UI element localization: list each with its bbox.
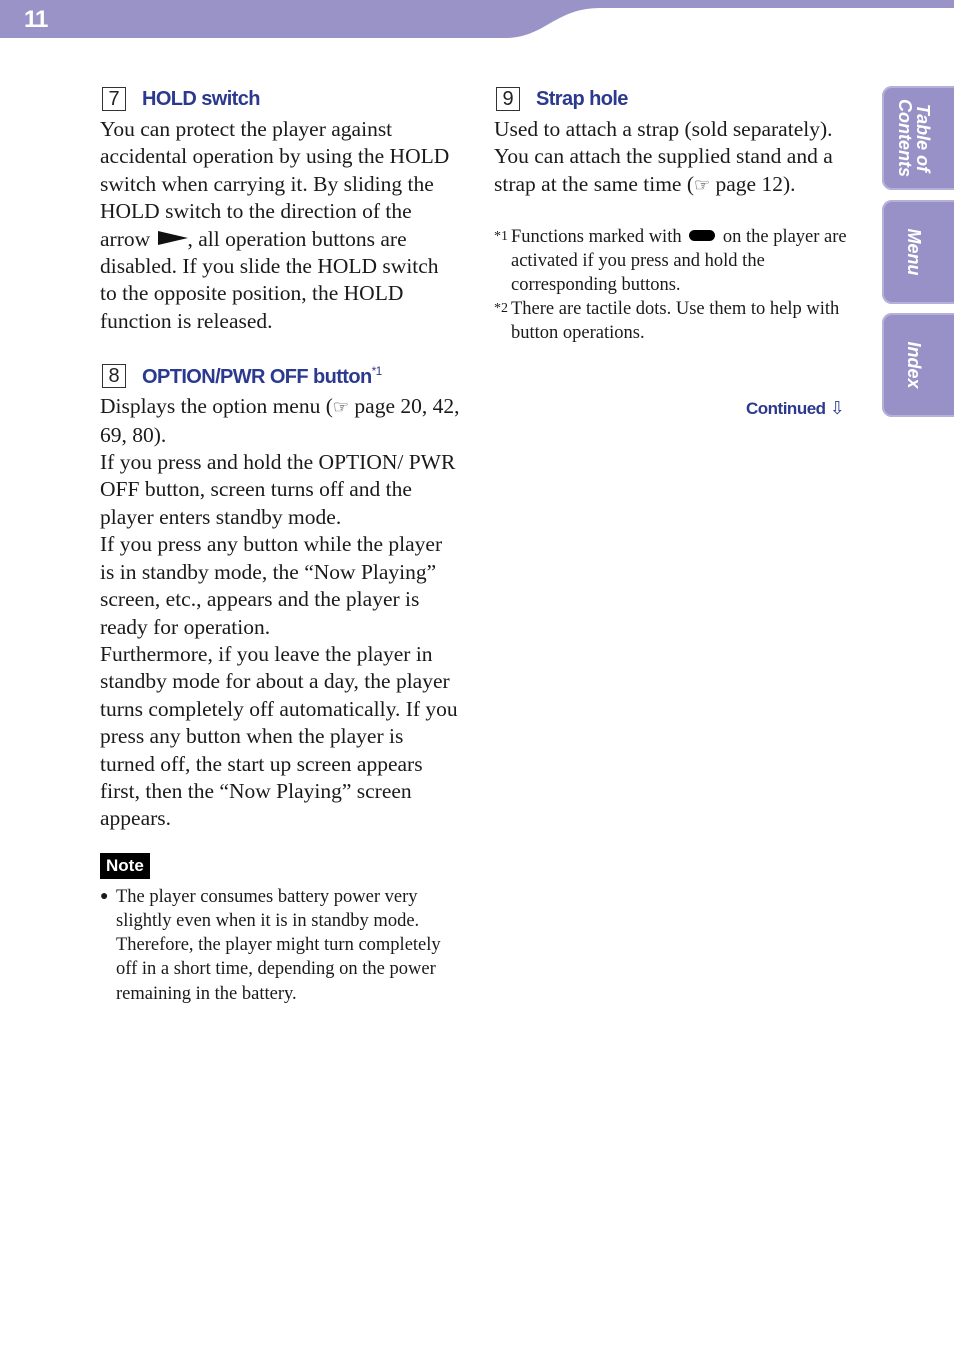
body-text: page 12). [710,171,796,196]
page-number: 11 [24,6,48,33]
bullet-icon: ● [100,888,109,904]
right-column [494,84,854,345]
tab-label-line: Contents [895,99,915,177]
header-band-shape [0,0,954,40]
section-title: Strap hole [536,87,628,110]
note-text: The player consumes battery power very slightly even when it is in standby mode. Therefore, the player might turn completely off in a short time, depending on the power remaining in the battery. [116,886,441,1004]
section-number: 9 [496,87,520,111]
left-column [100,84,460,1006]
body-text: You can protect the player against accidental operation by using the HOLD switch when carrying it. By sliding the HOLD switch to the direction of the arrow [100,117,450,251]
section-title [142,364,382,389]
arrow-right-icon [158,231,188,245]
tab-index[interactable] [882,313,954,417]
button-pill-icon [689,230,715,241]
section-hold-switch [100,84,460,335]
footnote-mark: *1 [494,229,508,245]
section-body [100,393,460,449]
note-block [100,833,460,1006]
header-band [0,0,954,40]
footnote [494,225,854,297]
section-title: HOLD switch [142,87,260,110]
tab-label-line: Table of [913,103,933,173]
section-header [100,84,460,114]
body-text: page 20, 42, 69, 80). [100,394,460,447]
section-number: 7 [102,87,126,111]
footnote-text: on the player are activated if you press and hold the corresponding buttons. [511,227,847,296]
section-body [100,116,460,335]
footnote-ref: *1 [371,363,382,378]
down-arrow-icon: ⇩ [829,398,845,418]
continued-label: Continued [746,399,826,418]
footnote-mark: *2 [494,301,508,317]
section-body [494,116,854,199]
section-header [100,361,460,391]
tab-label [896,99,932,177]
page-reference-icon: ☞ [694,174,711,195]
continued-link[interactable] [746,398,844,419]
section-paragraph: If you press and hold the OPTION/ PWR OFF button, screen turns off and the player enters standby mode. [100,450,456,529]
tab-table-of-contents[interactable] [882,86,954,190]
section-number: 8 [102,364,126,388]
body-text: Displays the option menu ( [100,394,333,419]
section-strap-hole [494,84,854,199]
list-item [100,885,460,1006]
section-title-text: OPTION/PWR OFF button [142,365,372,388]
footnote-text: There are tactile dots. Use them to help with button operations. [511,299,840,344]
tab-label: Index [904,341,924,389]
footnotes [494,225,854,345]
section-paragraph: Furthermore, if you leave the player in standby mode for about a day, the player turns completely off automatically. If you press any button when the player is turned off, the start up screen appears first, then the “Now Playing” screen appears. [100,641,458,831]
section-option-button [100,361,460,833]
tab-label: Menu [904,228,924,276]
section-paragraph: If you press any button while the player is in standby mode, the “Now Playing” screen, etc., appears and the player is ready for operation. [100,532,443,639]
tab-menu[interactable] [882,200,954,304]
footnote [494,297,854,345]
body-text: , all operation buttons are disabled. If you slide the HOLD switch to the opposite position, the HOLD function is released. [100,226,439,333]
page-reference-icon: ☞ [332,397,350,418]
note-list [100,885,460,1006]
note-label: Note [100,853,150,879]
footnote-text: Functions marked with [511,227,682,248]
body-text: Used to attach a strap (sold separately). You can attach the supplied stand and a strap at the same time ( [494,117,833,196]
section-header [494,84,854,114]
